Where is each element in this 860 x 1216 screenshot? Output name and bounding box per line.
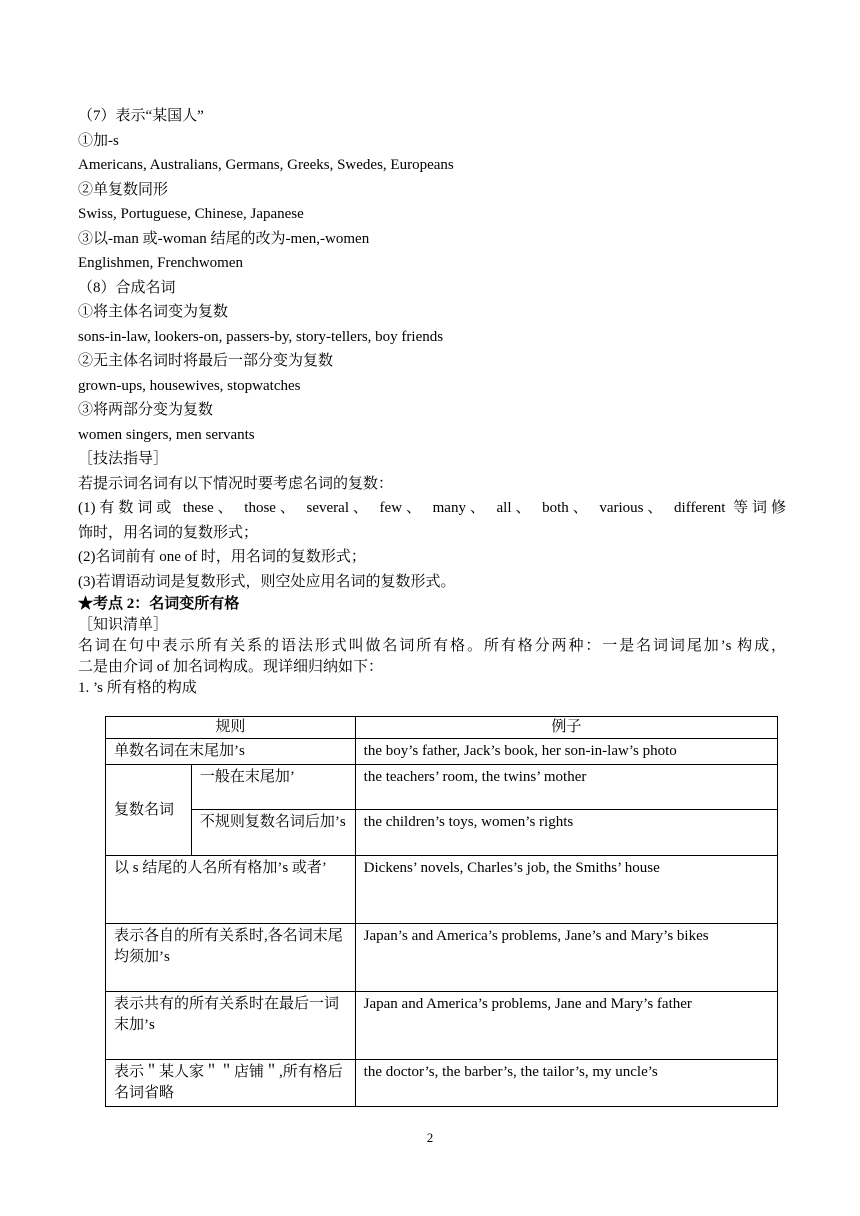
table-row bbox=[106, 1060, 778, 1107]
example-line: grown-ups, housewives, stopwatches bbox=[78, 377, 301, 394]
possessive-rules-table bbox=[105, 716, 778, 1107]
tip-2: (2)名词前有 one of 时，用名词的复数形式； bbox=[78, 549, 366, 565]
table-row bbox=[106, 765, 778, 810]
tips-heading: ［技法指导］ bbox=[78, 451, 169, 467]
example-line: Swiss, Portuguese, Chinese, Japanese bbox=[78, 206, 304, 222]
table-row bbox=[106, 739, 778, 765]
knowledge-list-heading: ［知识清单］ bbox=[78, 617, 169, 633]
rule-cell: 表示共有的所有关系时在最后一词末加’s bbox=[106, 992, 356, 1060]
rule-item: ②无主体名词时将最后一部分变为复数 bbox=[78, 353, 334, 369]
plural-noun-label: 复数名词 bbox=[106, 765, 192, 856]
rule-cell: 表示＂某人家＂＂店铺＂,所有格后名词省略 bbox=[106, 1060, 356, 1107]
example-cell: the teachers’ room, the twins’ mother bbox=[355, 765, 777, 810]
header-rule: 规则 bbox=[106, 717, 356, 739]
intro-line-2: 二是由介词 of 加名词构成。现详细归纳如下： bbox=[78, 659, 383, 675]
example-cell: Dickens’ novels, Charles’s job, the Smiths’ house bbox=[355, 856, 777, 924]
header-example: 例子 bbox=[355, 717, 777, 739]
tip-1-line-1: (1)有数词或 these、 those、 several、 few、 many、 all、 both、 various、 different 等词修 bbox=[78, 500, 786, 516]
page-number: 2 bbox=[426, 1130, 434, 1145]
intro-line-1: 名词在句中表示所有关系的语法形式叫做名词所有格。所有格分两种：一是名词词尾加’s 构成， bbox=[78, 638, 786, 654]
example-cell: the doctor’s, the barber’s, the tailor’s, my uncle’s bbox=[355, 1060, 777, 1107]
tips-intro: 若提示词名词有以下情况时要考虑名词的复数： bbox=[78, 475, 394, 492]
example-line: Americans, Australians, Germans, Greeks, Swedes, Europeans bbox=[78, 157, 454, 173]
example-line: sons-in-law, lookers-on, passers-by, story-tellers, boy friends bbox=[78, 328, 444, 345]
table-row bbox=[106, 810, 778, 856]
example-cell: Japan’s and America’s problems, Jane’s and Mary’s bikes bbox=[355, 924, 777, 992]
tip-3: (3)若谓语动词是复数形式，则空处应用名词的复数形式。 bbox=[78, 573, 456, 590]
rule-item: ③将两部分变为复数 bbox=[78, 402, 214, 418]
rule-item: ②单复数同形 bbox=[78, 181, 169, 198]
example-cell: the boy’s father, Jack’s book, her son-in-law’s photo bbox=[355, 739, 777, 765]
example-cell: Japan and America’s problems, Jane and Mary’s father bbox=[355, 992, 777, 1060]
topic-2-heading: ★考点 2：名词变所有格 bbox=[78, 596, 240, 612]
table-row bbox=[106, 856, 778, 924]
section-heading-8: （8）合成名词 bbox=[78, 279, 176, 296]
example-cell: the children’s toys, women’s rights bbox=[355, 810, 777, 856]
table-caption: 1. ’s 所有格的构成 bbox=[78, 680, 197, 696]
table-row bbox=[106, 924, 778, 992]
rule-cell: 以 s 结尾的人名所有格加’s 或者’ bbox=[106, 856, 356, 924]
rule-cell: 不规则复数名词后加’s bbox=[191, 810, 355, 856]
rule-item: ①加-s bbox=[78, 132, 119, 149]
table-header-row bbox=[106, 717, 778, 739]
rule-item: ①将主体名词变为复数 bbox=[78, 304, 229, 320]
section-heading-7: （7）表示“某国人” bbox=[78, 108, 204, 124]
example-line: Englishmen, Frenchwomen bbox=[78, 255, 243, 271]
rule-cell: 表示各自的所有关系时,各名词末尾均须加’s bbox=[106, 924, 356, 992]
tip-1-line-2: 饰时，用名词的复数形式； bbox=[78, 524, 259, 541]
rule-item: ③以-man 或-woman 结尾的改为-men,-women bbox=[78, 230, 370, 247]
document-body bbox=[78, 104, 786, 699]
example-line: women singers, men servants bbox=[78, 426, 255, 443]
table-row bbox=[106, 992, 778, 1060]
rule-cell: 一般在末尾加’ bbox=[191, 765, 355, 810]
rule-cell: 单数名词在末尾加’s bbox=[106, 739, 356, 765]
